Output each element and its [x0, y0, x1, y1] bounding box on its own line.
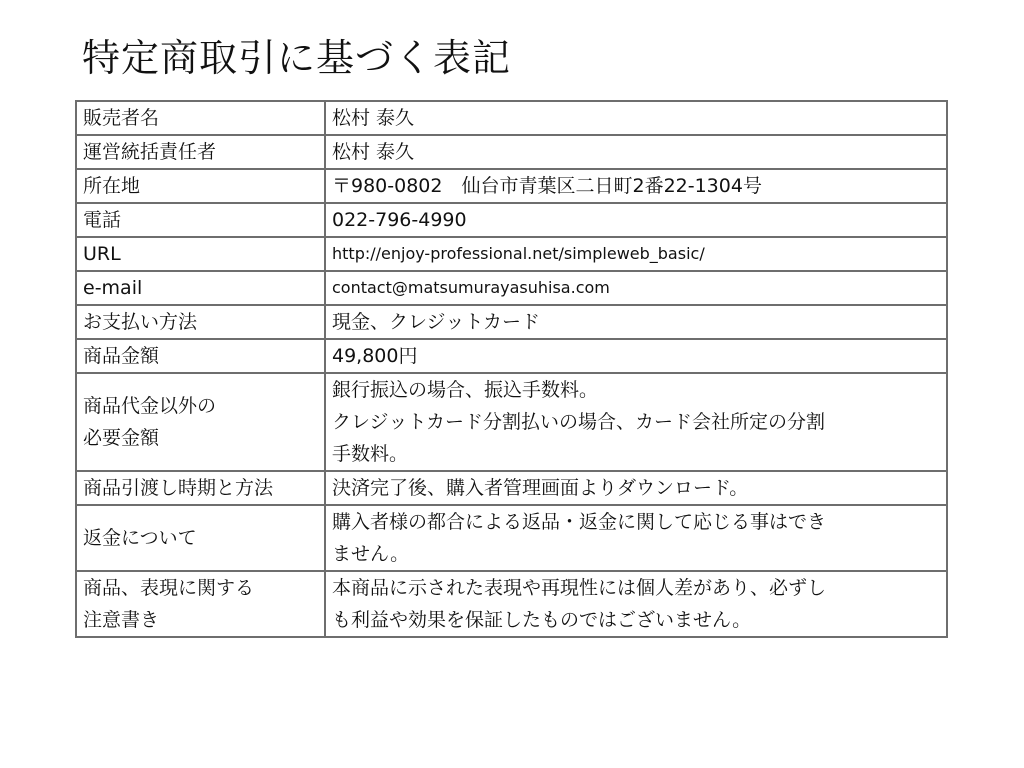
row-value	[325, 339, 947, 373]
table-row-additional-costs	[76, 373, 947, 471]
row-label-line: 運営統括責任者	[83, 141, 217, 163]
table-row-payment-method	[76, 305, 947, 339]
row-value	[325, 373, 947, 471]
row-label	[76, 271, 325, 305]
row-label-line: 商品金額	[83, 345, 160, 367]
row-label-line: 電話	[83, 209, 122, 231]
row-label-line: e-mail	[83, 277, 143, 299]
table-row-delivery	[76, 471, 947, 505]
legal-notice-table	[75, 100, 948, 638]
row-label	[76, 135, 325, 169]
row-label-line: 商品引渡し時期と方法	[83, 477, 274, 499]
row-value-line: 銀行振込の場合、振込手数料。	[332, 379, 599, 401]
row-value-line: 手数料。	[332, 443, 409, 465]
row-value-line: 022-796-4990	[332, 209, 467, 231]
row-label	[76, 373, 325, 471]
table-row-phone	[76, 203, 947, 237]
table-row-disclaimer	[76, 571, 947, 637]
row-value	[325, 237, 947, 271]
row-label-line: URL	[83, 243, 121, 265]
row-label-line: 所在地	[83, 175, 141, 197]
row-label-line: 返金について	[83, 527, 197, 549]
row-value-line: 松村 泰久	[332, 107, 415, 129]
table-row-url	[76, 237, 947, 271]
row-value-line: 49,800円	[332, 345, 418, 367]
row-label-line: 注意書き	[83, 609, 160, 631]
row-label	[76, 505, 325, 571]
row-value-line: 購入者様の都合による返品・返金に関して応じる事はでき	[332, 511, 827, 533]
url-link[interactable]: http://enjoy-professional.net/simpleweb_basic/	[332, 244, 705, 263]
email-link[interactable]: contact@matsumurayasuhisa.com	[332, 278, 610, 297]
row-value-line: も利益や効果を保証したものではございません。	[332, 609, 752, 631]
row-value-line: 本商品に示された表現や再現性には個人差があり、必ずし	[332, 577, 827, 599]
row-label-line: お支払い方法	[83, 311, 198, 333]
row-label	[76, 101, 325, 135]
row-value-line: 現金、クレジットカード	[332, 311, 540, 333]
row-value	[325, 135, 947, 169]
table-row-address	[76, 169, 947, 203]
row-label-line: 必要金額	[83, 427, 160, 449]
row-label	[76, 203, 325, 237]
row-label-line: 商品代金以外の	[83, 395, 217, 417]
row-label-line: 商品、表現に関する	[83, 577, 255, 599]
row-label	[76, 339, 325, 373]
row-value	[325, 305, 947, 339]
table-row-seller-name	[76, 101, 947, 135]
row-label	[76, 305, 325, 339]
row-label-line: 販売者名	[83, 107, 160, 129]
row-label	[76, 237, 325, 271]
row-value	[325, 505, 947, 571]
row-label	[76, 571, 325, 637]
row-value	[325, 101, 947, 135]
row-value-line: 松村 泰久	[332, 141, 415, 163]
row-value-line: ません。	[332, 543, 410, 565]
row-label	[76, 169, 325, 203]
row-value-line: クレジットカード分割払いの場合、カード会社所定の分割	[332, 411, 825, 433]
row-value	[325, 203, 947, 237]
row-value-line: 決済完了後、購入者管理画面よりダウンロード。	[332, 477, 749, 499]
table-row-refund	[76, 505, 947, 571]
table-row-price	[76, 339, 947, 373]
row-value	[325, 169, 947, 203]
table-row-email	[76, 271, 947, 305]
row-value	[325, 571, 947, 637]
row-value-line: 〒980-0802 仙台市青葉区二日町2番22-1304号	[332, 175, 762, 197]
row-value	[325, 471, 947, 505]
row-value	[325, 271, 947, 305]
page-title: 特定商取引に基づく表記	[82, 36, 512, 80]
row-label	[76, 471, 325, 505]
table-row-operations-manager	[76, 135, 947, 169]
